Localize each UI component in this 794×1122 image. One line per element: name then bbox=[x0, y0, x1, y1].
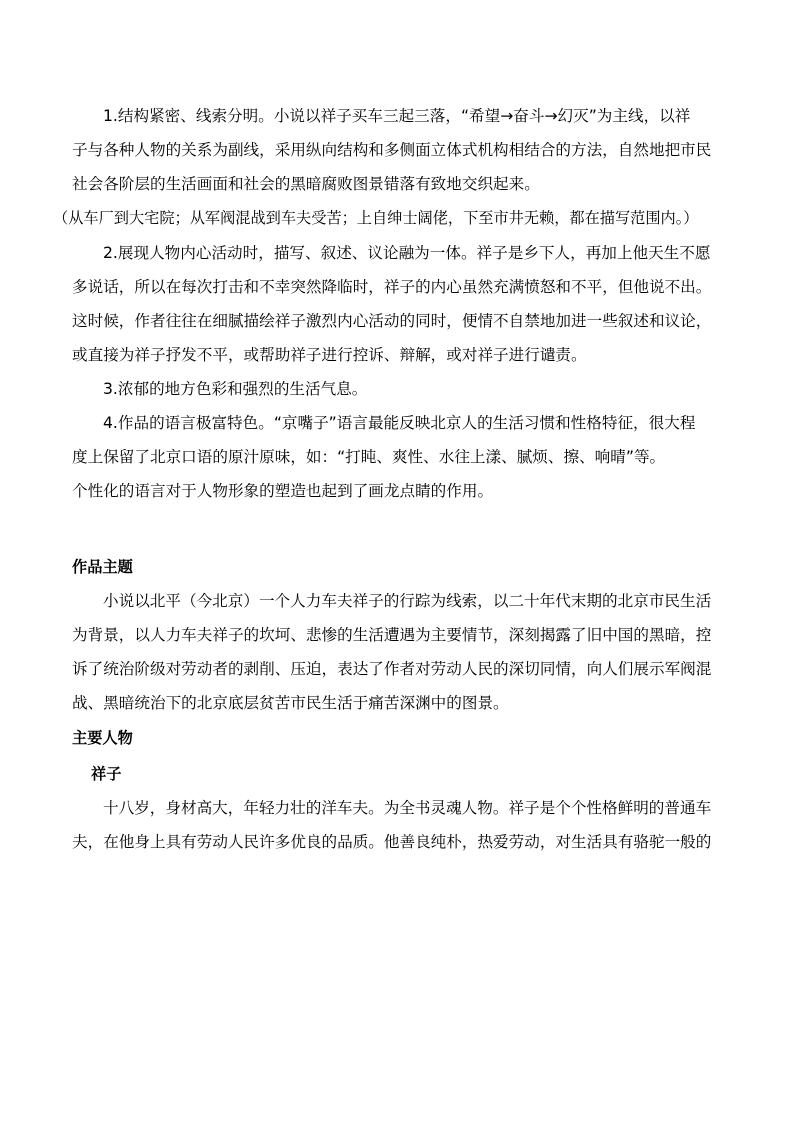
theme-heading: 作品主题 bbox=[72, 558, 133, 576]
character-xiangzi-heading: 祥子 bbox=[91, 765, 122, 783]
paragraph-4-line-3: 个性化的语言对于人物形象的塑造也起到了画龙点睛的作用。 bbox=[72, 482, 494, 500]
characters-heading: 主要人物 bbox=[72, 729, 133, 747]
paragraph-4-line-2: 度上保留了北京口语的原汁原味，如：“打盹、爽性、水往上漾、腻烦、擦、响晴”等。 bbox=[72, 448, 666, 466]
character-line-1: 十八岁，身材高大，年轻力壮的洋车夫。为全书灵魂人物。祥子是个个性格鲜明的普通车 bbox=[103, 799, 712, 817]
paragraph-2-line-4: 或直接为祥子抒发不平，或帮助祥子进行控诉、辩解，或对祥子进行谴责。 bbox=[72, 346, 587, 364]
paragraph-2-line-1: 2.展现人物内心活动时，描写、叙述、议论融为一体。祥子是乡下人，再加上他天生不愿 bbox=[103, 244, 711, 262]
paragraph-3-line-1: 3.浓郁的地方色彩和强烈的生活气息。 bbox=[103, 380, 368, 398]
theme-line-3: 诉了统治阶级对劳动者的剥削、压迫，表达了作者对劳动人民的深切同情，向人们展示军阀混 bbox=[72, 660, 712, 678]
paragraph-4-line-1: 4.作品的语言极富特色。“京嘴子”语言最能反映北京人的生活习惯和性格特征，很大程 bbox=[103, 414, 696, 432]
paragraph-1-line-2: 子与各种人物的关系为副线，采用纵向结构和多侧面立体式机构相结合的方法，自然地把市民 bbox=[72, 141, 712, 159]
theme-line-4: 战、黑暗统治下的北京底层贫苦市民生活于痛苦深渊中的图景。 bbox=[72, 694, 509, 712]
character-line-2: 夫，在他身上具有劳动人民许多优良的品质。他善良纯朴，热爱劳动，对生活具有骆驼一般的 bbox=[72, 833, 712, 851]
paragraph-1-line-3: 社会各阶层的生活画面和社会的黑暗腐败图景错落有致地交织起来。 bbox=[72, 175, 540, 193]
paragraph-1-note: （从车厂到大宅院；从军阀混战到车夫受苦；上自绅士阔佬，下至市井无赖，都在描写范围内。） bbox=[53, 209, 699, 227]
paragraph-1-line-1: 1.结构紧密、线索分明。小说以祥子买车三起三落，“希望→奋斗→幻灭”为主线，以祥 bbox=[103, 107, 691, 125]
theme-line-1: 小说以北平（今北京）一个人力车夫祥子的行踪为线索，以二十年代末期的北京市民生活 bbox=[103, 592, 712, 610]
paragraph-2-line-3: 这时候，作者往往在细腻描绘祥子激烈内心活动的同时，便情不自禁地加进一些叙述和议论， bbox=[72, 312, 712, 330]
paragraph-2-line-2: 多说话，所以在每次打击和不幸突然降临时，祥子的内心虽然充满愤怒和不平，但他说不出。 bbox=[72, 278, 712, 296]
theme-line-2: 为背景，以人力车夫祥子的坎坷、悲惨的生活遭遇为主要情节，深刻揭露了旧中国的黑暗，控 bbox=[72, 626, 712, 644]
